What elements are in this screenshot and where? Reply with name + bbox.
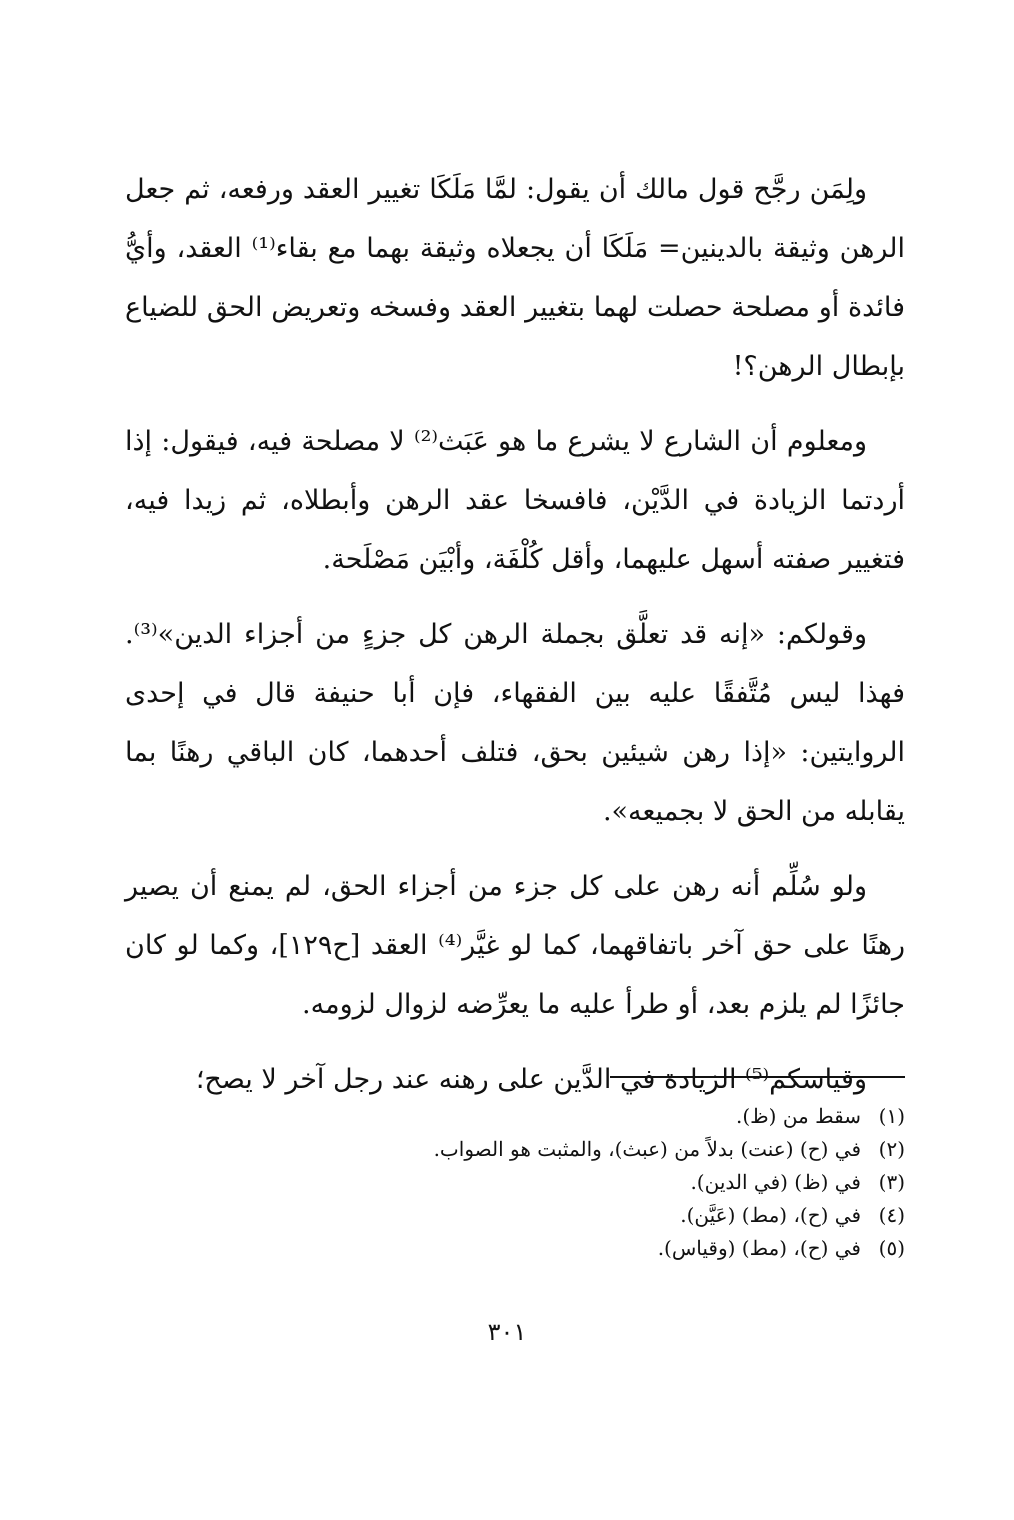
footnote-number: (٥) <box>878 1236 905 1260</box>
footnote-1 <box>125 1100 905 1133</box>
footnote-divider <box>610 1076 905 1078</box>
footnote-number: (٤) <box>878 1203 905 1227</box>
footnote-text: في (ح) (عنت) بدلاً من (عبث)، والمثبت هو الصواب. <box>433 1137 861 1161</box>
footnote-2 <box>125 1133 905 1166</box>
footnote-number: (٣) <box>878 1170 905 1194</box>
footnote-4 <box>125 1199 905 1232</box>
footnote-5 <box>125 1232 905 1265</box>
paragraph-1: ولِمَن رجَّح قول مالك أن يقول: لمَّا مَلَكَا تغيير العقد ورفعه، ثم جعل الرهن وثيقة بالدينين= مَلَكَا أن يجعلاه وثيقة بهما مع بقاء⁽¹⁾ العقد، وأيُّ فائدة أو مصلحة حصلت لهما بتغيير العقد وفسخه وتعريض الحق للضياع بإبطال الرهن؟! <box>125 174 905 382</box>
footnote-text: سقط من (ظ). <box>736 1104 861 1128</box>
footnote-text: في (ظ) (في الدين). <box>690 1170 861 1194</box>
paragraph-3: وقولكم: «إنه قد تعلَّق بجملة الرهن كل جزءٍ من أجزاء الدين»⁽³⁾. فهذا ليس مُتَّفقًا عليه بين الفقهاء، فإن أبا حنيفة قال في إحدى الروايتين: «إذا رهن شيئين بحق، فتلف أحدهما، كان الباقي رهنًا بما يقابله من الحق لا بجميعه». <box>125 619 905 827</box>
footnote-number: (١) <box>878 1104 905 1128</box>
footnotes <box>125 1100 905 1265</box>
paragraph-2: ومعلوم أن الشارع لا يشرع ما هو عَبَث⁽²⁾ لا مصلحة فيه، فيقول: إذا أردتما الزيادة في الدَّيْن، فافسخا عقد الرهن وأبطلاه، ثم زيدا فيه، فتغيير صفته أسهل عليهما، وأقل كُلْفَة، وأبْيَن مَصْلَحة. <box>125 426 905 575</box>
footnote-3 <box>125 1166 905 1199</box>
footnote-text: في (ح)، (مط) (وقياس). <box>657 1236 861 1260</box>
page-number: ٣٠١ <box>487 1318 527 1346</box>
footnote-number: (٢) <box>878 1137 905 1161</box>
paragraph-5: وقياسكم⁽⁵⁾ الزيادة في الدَّين على رهنه عند رجل آخر لا يصح؛ <box>195 1064 867 1095</box>
paragraph-4: ولو سُلِّم أنه رهن على كل جزء من أجزاء الحق، لم يمنع أن يصير رهنًا على حق آخر باتفاقهما، كما لو غيَّر⁽⁴⁾ العقد [ح١٢٩]، وكما لو كان جائزًا لم يلزم بعد، أو طرأ عليه ما يعرِّضه لزوال لزومه. <box>125 871 905 1020</box>
footnote-text: في (ح)، (مط) (عَيَّن). <box>680 1203 861 1227</box>
main-text <box>125 160 905 1109</box>
